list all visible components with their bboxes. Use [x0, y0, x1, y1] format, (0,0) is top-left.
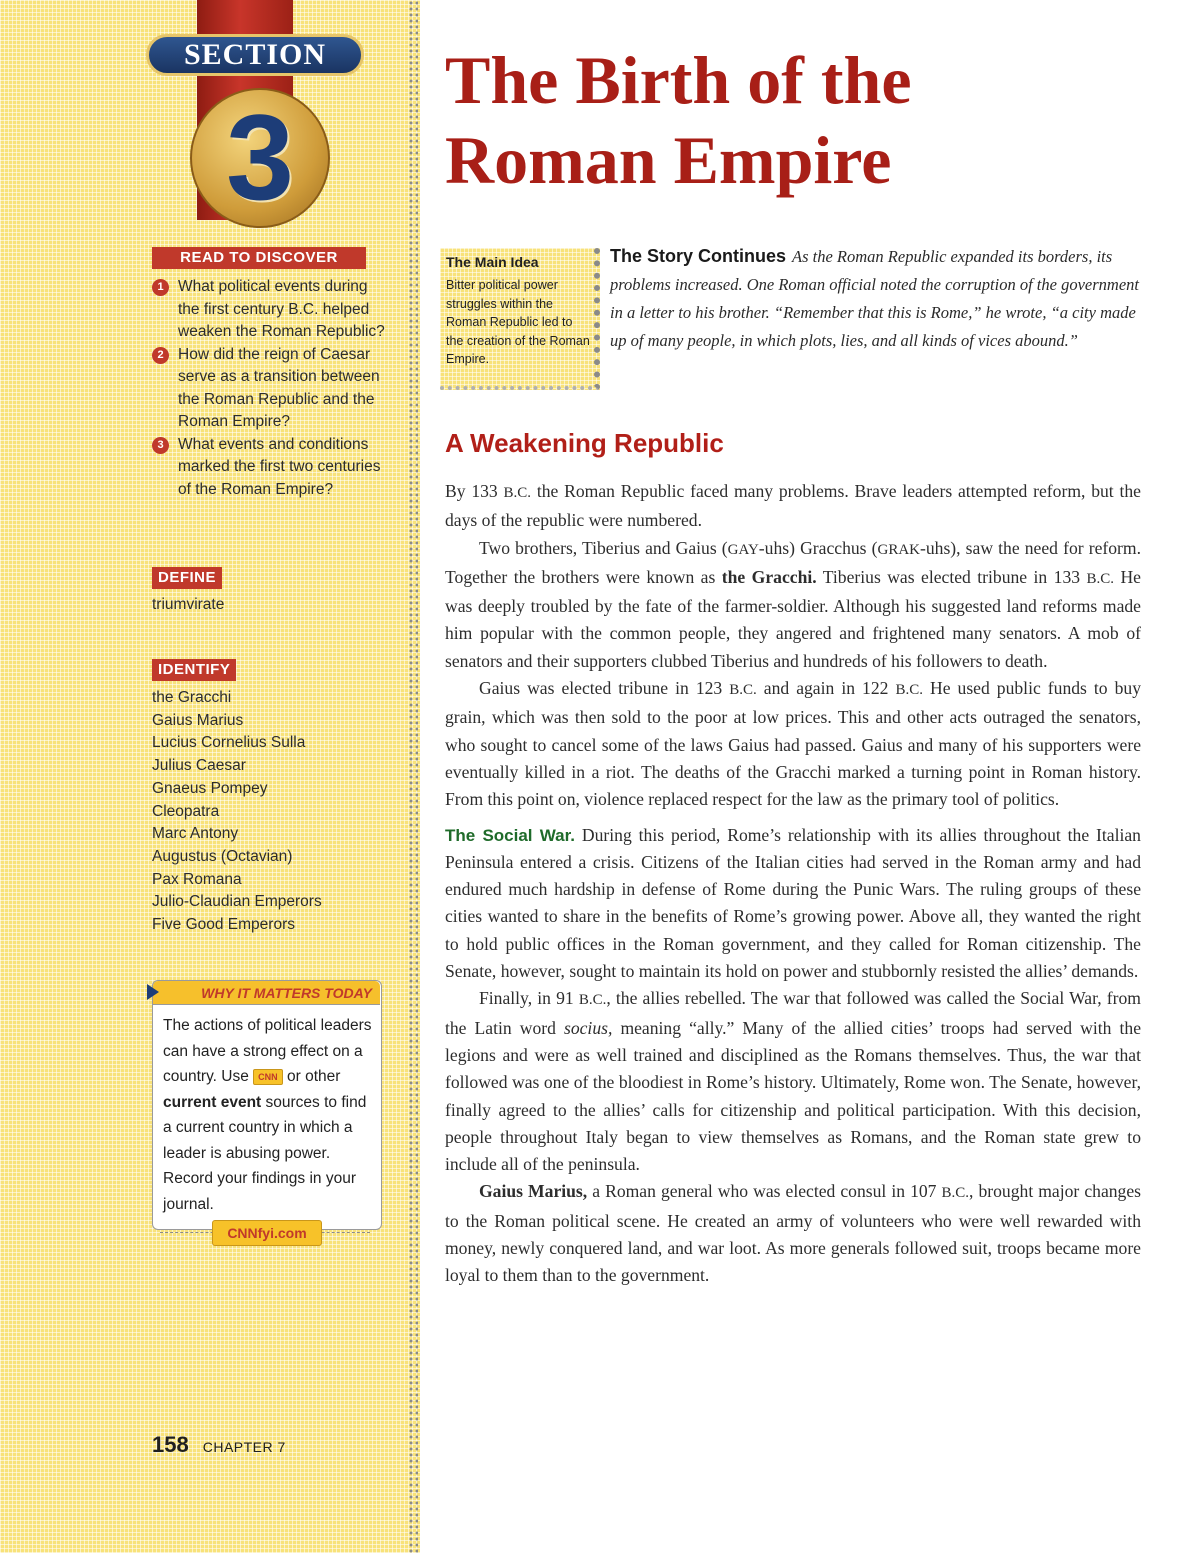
era-abbr: B.C.	[895, 682, 923, 699]
question-text: How did the reign of Caesar serve as a transition between the Roman Republic and the Roman Empire?	[178, 345, 380, 430]
section-label: SECTION	[146, 34, 364, 76]
identify-heading: IDENTIFY	[152, 659, 236, 681]
body-text	[445, 478, 1141, 1290]
story-text: As the Roman Republic expanded its borders, its problems increased. One Roman official noted the corruption of the government in a letter to his brother. “Remember that this is Rome,” he wrote, “a city made up of many people, in which plots, lies, and all kinds of vices abound.”	[610, 247, 1139, 350]
read-to-discover-list	[152, 276, 392, 501]
why-it-matters-bold: current event	[163, 1093, 262, 1111]
define-term: triumvirate	[152, 596, 225, 613]
text-run: He was deeply troubled by the fate of the farmer-soldier. Although his suggested land reforms made him popular with the common people, they angered and frightened many senators. A mob of senators and their supporters clubbed Tiberius and hundreds of his followers to death.	[445, 566, 1141, 671]
page-footer	[152, 1432, 286, 1458]
text-run: , brought major changes to the Roman political scene. He created an army of volunteers who were well rewarded with money, newly conquered land, and war loot. As more generals followed suit, troops became more loyal to them than to the government.	[445, 1181, 1141, 1286]
identify-term: Cleopatra	[152, 802, 220, 820]
cnn-logo: CNNfyi.com	[212, 1220, 322, 1246]
era-abbr: B.C.	[941, 1185, 970, 1202]
main-idea-text: Bitter political power struggles within the Roman Republic led to the creation of the Roman Empire.	[446, 278, 590, 366]
page-title	[445, 40, 1165, 200]
page-title-line: Roman Empire	[445, 122, 892, 198]
why-it-matters-box	[152, 980, 382, 1230]
text-run: , the allies rebelled. The war that followed was called the Social War, from the Latin word	[445, 988, 1141, 1038]
paragraph	[445, 1178, 1141, 1289]
story-label: The Story Continues	[610, 246, 787, 266]
identify-term: the Gracchi	[152, 689, 232, 706]
why-it-matters-text-part: or other	[286, 1068, 341, 1085]
identify-term: Augustus (Octavian)	[152, 847, 293, 865]
arrow-icon	[147, 984, 159, 1000]
text-run: By 133	[445, 481, 504, 501]
pronunciation: GRAK	[877, 541, 920, 558]
era-abbr: B.C.	[729, 682, 757, 699]
list-item	[152, 344, 392, 434]
subheading: The Social War.	[445, 825, 576, 845]
text-run: Gaius was elected tribune in 123	[479, 678, 730, 699]
identify-term: Pax Romana	[152, 870, 242, 888]
main-idea-box	[440, 248, 600, 390]
text-run: -uhs) Gracchus (	[758, 537, 878, 558]
story-continues	[610, 242, 1145, 355]
text-run: and again in 122	[756, 678, 896, 699]
list-item	[152, 434, 392, 502]
text-run: the Roman Republic faced many problems. Brave leaders attempted reform, but the days of the republic were numbered.	[445, 481, 1141, 531]
why-it-matters-text-part: The actions of political leaders can have a strong effect on a country. Use	[163, 1017, 372, 1085]
cnn-badge-icon: CNN	[253, 1069, 283, 1085]
number-bullet-icon: 1	[152, 279, 169, 296]
chapter-label: CHAPTER 7	[202, 1439, 286, 1455]
read-to-discover-heading: READ TO DISCOVER	[152, 247, 366, 269]
era-abbr: B.C.	[503, 485, 532, 501]
text-run: Finally, in 91	[479, 988, 579, 1009]
latin-term: socius,	[563, 1017, 613, 1038]
paragraph	[445, 478, 1141, 535]
paragraph	[445, 675, 1141, 813]
question-text: What events and conditions marked the first two centuries of the Roman Empire?	[178, 435, 381, 498]
main-idea-heading: The Main Idea	[446, 254, 539, 270]
text-run: meaning “ally.” Many of the allied cities’ troops had served with the legions and were as well trained and disciplined as the Romans themselves. Thus, the war that followed was one of the bloodiest in Rome’s history. Ultimately, Rome won. The Senate, however, finally agreed to the allies’ calls for citizenship and political participation. With this decision, people throughout Italy began to view themselves as Romans, and the Roman state grew to include all of the peninsula.	[445, 1017, 1142, 1175]
text-run: He used public funds to buy grain, which was then sold to the poor at low prices. This and other acts outraged the senators, who sought to cancel some of the laws Gaius had passed. Gaius and many of his supporters were eventually killed in a riot. The deaths of the Gracchi marked a turning point in Roman history. From this point on, violence replaced respect for the law as the primary tool of politics.	[445, 678, 1141, 810]
section-number: 3	[226, 89, 294, 225]
identify-term: Marc Antony	[152, 825, 239, 843]
paragraph	[445, 535, 1141, 675]
define-heading: DEFINE	[152, 567, 222, 589]
identify-term: Julius Caesar	[152, 757, 246, 775]
text-run: a Roman general who was elected consul in 107	[587, 1181, 942, 1202]
era-abbr: B.C.	[1086, 570, 1115, 587]
identify-list	[152, 687, 322, 937]
era-abbr: B.C.	[578, 992, 607, 1009]
pronunciation: GAY	[727, 541, 759, 558]
identify-term: Lucius Cornelius Sulla	[152, 734, 306, 752]
section-heading: A Weakening Republic	[445, 428, 724, 458]
list-item	[152, 276, 392, 344]
why-it-matters-text-part: sources to find a current country in which a leader is abusing power. Record your findings in your journal.	[163, 1093, 367, 1213]
number-bullet-icon: 3	[152, 437, 169, 454]
identify-term: Gnaeus Pompey	[152, 779, 268, 797]
paragraph	[445, 985, 1141, 1178]
sidebar-dotted-border	[408, 0, 418, 1553]
text-run: -uhs), saw the need for reform. Together the brothers were known as	[445, 537, 1141, 587]
page-number: 158	[152, 1432, 189, 1457]
text-run: During this period, Rome’s relationship with its allies throughout the Italian Peninsula entered a crisis. Citizens of the Italian cities had served in the Roman army and had endured much hardship in defense of Rome during the Punic Wars. The ruling groups of these cities wanted to share in the benefits of Rome’s growing power. Above all, they wanted the right to hold public offices in the Roman government, and they called for Roman citizenship. The Senate, however, sought to maintain its hold on power and stubbornly resisted the allies’ demands.	[445, 824, 1141, 982]
key-term: the Gracchi.	[721, 566, 817, 587]
text-run: Tiberius was elected tribune in 133	[816, 566, 1087, 587]
paragraph	[445, 822, 1141, 986]
why-it-matters-heading: WHY IT MATTERS TODAY	[153, 981, 380, 1005]
number-bullet-icon: 2	[152, 347, 169, 364]
identify-term: Five Good Emperors	[152, 916, 295, 934]
page-title-line: The Birth of the	[445, 42, 912, 118]
key-term: Gaius Marius,	[479, 1181, 588, 1202]
why-it-matters-text	[163, 1013, 375, 1217]
identify-term: Julio-Claudian Emperors	[152, 893, 322, 911]
question-text: What political events during the first century B.C. helped weaken the Roman Republic?	[178, 278, 385, 340]
identify-term: Gaius Marius	[152, 711, 244, 729]
text-run: Two brothers, Tiberius and Gaius (	[479, 537, 728, 558]
